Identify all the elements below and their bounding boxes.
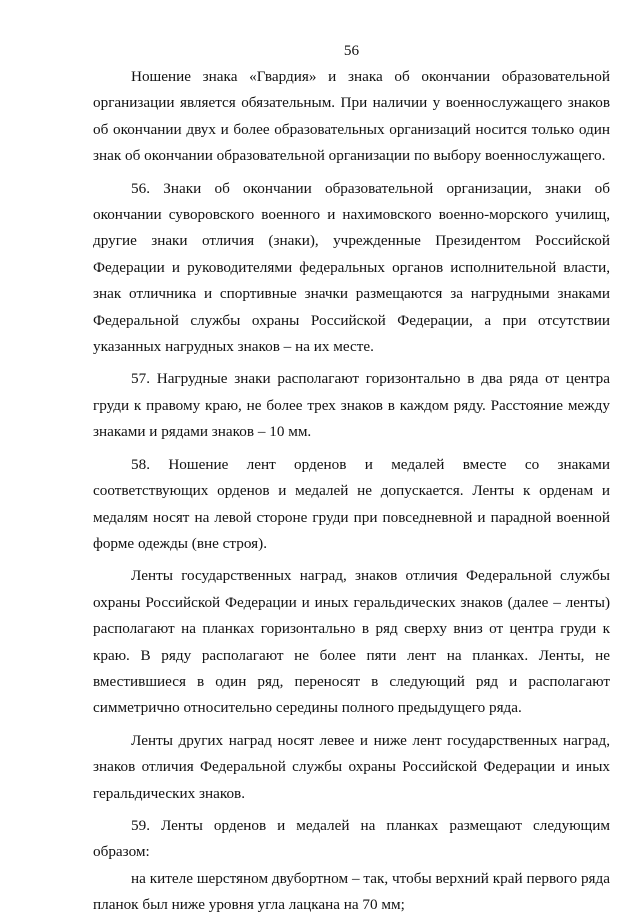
paragraph-57: 57. Нагрудные знаки располагают горизонтально в два ряда от центра груди к правому краю, не более трех знаков в каждом ряду. Расстояние между знаками и рядами знаков – 10 мм. <box>93 370 610 441</box>
paragraph-guard-badge: Ношение знака «Гвардия» и знака об окончании образовательной организации является обязательным. При наличии у военнослужащего знаков об окончании двух и более образовательных организаций носится только один знак об окончании образовательной организации по выбору военнослужащего. <box>93 68 610 165</box>
paragraph-59: 59. Ленты орденов и медалей на планках размещают следующим образом: <box>93 816 610 861</box>
paragraph-double-breasted-jacket: на кителе шерстяном двубортном – так, чтобы верхний край первого ряда планок был ниже уровня угла лацкана на 70 мм; <box>93 869 610 914</box>
paragraph-ribbons-state-awards: Ленты государственных наград, знаков отличия Федеральной службы охраны Российской Федерации и иных геральдических знаков (далее – ленты) располагают на планках горизонтально в ряд сверху вниз от центра груди к краю. В ряду располагают не более пяти лент на планках. Ленты, не вместившиеся в один ряд, переносят в следующий ряд и располагают симметрично относительно середины полного предыдущего ряда. <box>93 567 610 717</box>
paragraph-56: 56. Знаки об окончании образовательной организации, знаки об окончании суворовского военного и нахимовского военно-морского училищ, другие знаки отличия (знаки), учрежденные Президентом Российской Федерации и руководителями федеральных органов исполнительной власти, знак отличника и спортивные значки размещаются за нагрудными знаками Федеральной службы охраны Российской Федерации, а при отсутствии указанных нагрудных знаков – на их месте. <box>93 179 610 356</box>
page-number: 56 <box>343 42 360 59</box>
paragraph-58: 58. Ношение лент орденов и медалей вместе со знаками соответствующих орденов и медалей не допускается. Ленты к орденам и медалям носят на левой стороне груди при повседневной и парадной военной форме одежды (вне строя). <box>93 455 610 552</box>
document-page <box>93 38 610 919</box>
paragraph-ribbons-other-awards: Ленты других наград носят левее и ниже лент государственных наград, знаков отличия Федеральной службы охраны Российской Федерации и иных геральдических знаков. <box>93 731 610 802</box>
